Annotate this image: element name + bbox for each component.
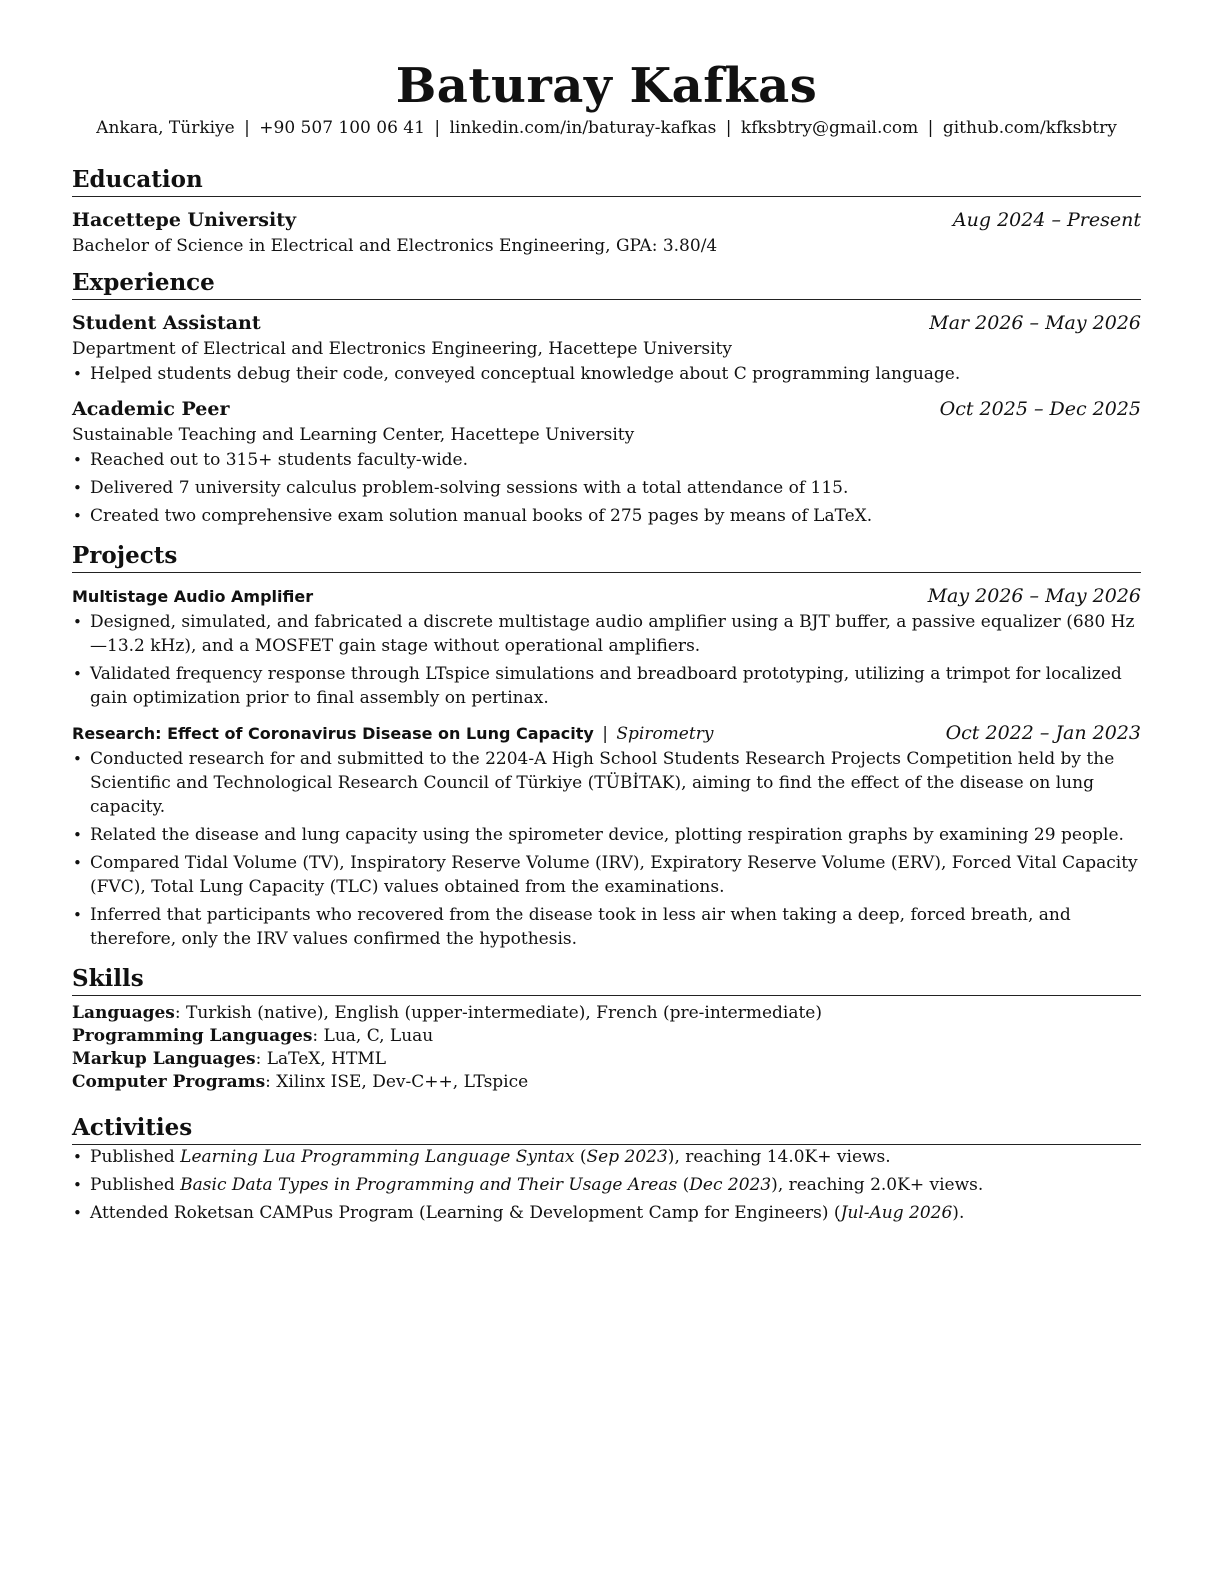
job-org: Sustainable Teaching and Learning Center, Hacettepe University [72,425,635,445]
skill-value: Turkish (native), English (upper-intermediate), French (pre-intermediate) [186,1003,822,1023]
activity-text: Published [90,1147,181,1167]
skills-section [72,965,1141,1094]
skill-row: Computer Programs: Xilinx ISE, Dev-C++, LTspice [72,1072,529,1092]
project-entry [72,583,1141,710]
activity-text: , reaching 14.0K+ views. [674,1147,891,1167]
list-item: • Attended Roketsan CAMPus Program (Learning & Development Camp for Engineers) (Jul-Aug 2026). [72,1201,1141,1225]
project-name: Research: Effect of Coronavirus Disease on Lung Capacity [72,724,594,743]
location: Ankara, Türkiye [96,118,235,138]
separator: | [725,118,732,138]
job-org: Department of Electrical and Electronics Engineering, Hacettepe University [72,339,732,359]
skill-label: Computer Programs [72,1072,266,1092]
projects-section [72,542,1141,951]
list-item: • Inferred that participants who recovered from the disease took in less air when taking a deep, forced breath, and therefore, only the IRV values confirmed the hypothesis. [72,903,1141,951]
skill-value: Lua, C, Luau [323,1026,434,1046]
skill-label: Markup Languages [72,1049,256,1069]
bullet-list [72,747,1141,951]
experience-entry [72,310,1141,386]
list-item: • Compared Tidal Volume (TV), Inspiratory Reserve Volume (IRV), Expiratory Reserve Volume (ERV), Forced Vital Capacity (FVC), Total Lung Capacity (TLC) values obtained from the examinations. [72,851,1141,899]
list-item: • Reached out to 315+ students faculty-wide. [72,448,1141,472]
bullet-list [72,362,1141,386]
list-item: • Helped students debug their code, conveyed conceptual knowledge about C programming language. [72,362,1141,386]
skill-value: Xilinx ISE, Dev-C++, LTspice [276,1072,529,1092]
candidate-name: Baturay Kafkas [395,58,818,114]
list-item: • Validated frequency response through LTspice simulations and breadboard prototyping, utilizing a trimpot for localized gain optimization prior to final assembly on pertinax. [72,662,1141,710]
project-name: Multistage Audio Amplifier [72,587,314,606]
bullet-list [72,1145,1141,1225]
section-title: Education [72,166,1141,197]
activity-text: Published [90,1175,181,1195]
skills-list [72,1002,1141,1094]
experience-entry [72,396,1141,528]
list-item: • Published Learning Lua Programming Language Syntax (Sep 2023), reaching 14.0K+ views. [72,1145,1141,1169]
project-tag: Spirometry [616,724,714,744]
github-link[interactable]: github.com/kfksbtry [942,118,1117,138]
degree: Bachelor of Science in Electrical and Electronics Engineering, GPA: 3.80/4 [72,236,718,256]
linkedin-link[interactable]: linkedin.com/in/baturay-kafkas [449,118,717,138]
school-name: Hacettepe University [72,209,297,231]
activity-text: Attended Roketsan CAMPus Program (Learning & Development Camp for Engineers) [90,1203,834,1223]
activity-work: Learning Lua Programming Language Syntax [180,1147,575,1167]
activity-date: Sep 2023 [586,1147,668,1167]
skill-value: LaTeX, HTML [266,1049,387,1069]
separator: | [927,118,934,138]
activity-text: . [958,1203,965,1223]
activity-work: Basic Data Types in Programming and Their Usage Areas [180,1175,678,1195]
activity-date: Jul-Aug 2026 [840,1203,953,1223]
separator: | [434,118,441,138]
section-title: Projects [72,542,1141,573]
bullet-list [72,610,1141,710]
entry-dates: May 2026 – May 2026 [927,585,1141,607]
bullet-list [72,448,1141,528]
separator: | [602,724,608,744]
list-item: • Conducted research for and submitted to the 2204-A High School Students Research Projects Competition held by the Scientific and Technological Research Council of Türkiye (TÜBİTAK), aiming to find the effect of the disease on lung capacity. [72,747,1141,819]
skill-label: Programming Languages [72,1026,313,1046]
skill-row: Markup Languages: LaTeX, HTML [72,1049,387,1069]
skill-row: Programming Languages: Lua, C, Luau [72,1026,434,1046]
entry-dates: Oct 2022 – Jan 2023 [945,722,1141,744]
job-role: Student Assistant [72,312,261,334]
education-entry [72,207,1141,259]
activities-section [72,1114,1141,1225]
activity-text: , reaching 2.0K+ views. [777,1175,984,1195]
list-item: • Related the disease and lung capacity using the spirometer device, plotting respiration graphs by examining 29 people. [72,823,1141,847]
resume-page [72,58,1141,1229]
phone: +90 507 100 06 41 [259,118,425,138]
section-title: Activities [72,1114,1141,1145]
project-entry [72,720,1141,951]
entry-dates: Oct 2025 – Dec 2025 [939,398,1141,420]
section-title: Experience [72,269,1141,300]
skill-row: Languages: Turkish (native), English (upper-intermediate), French (pre-intermediate) [72,1003,822,1023]
skill-label: Languages [72,1003,175,1023]
experience-section [72,269,1141,528]
list-item: • Created two comprehensive exam solution manual books of 275 pages by means of LaTeX. [72,504,1141,528]
section-title: Skills [72,965,1141,996]
contact-line [72,116,1141,140]
separator: | [244,118,250,138]
email-link[interactable]: kfksbtry@gmail.com [740,118,919,138]
list-item: • Published Basic Data Types in Programming and Their Usage Areas (Dec 2023), reaching 2.0K+ views. [72,1173,1141,1197]
education-section [72,166,1141,259]
activity-date: Dec 2023 [689,1175,772,1195]
list-item: • Delivered 7 university calculus problem-solving sessions with a total attendance of 115. [72,476,1141,500]
job-role: Academic Peer [72,398,230,420]
list-item: • Designed, simulated, and fabricated a discrete multistage audio amplifier using a BJT buffer, a passive equalizer (680 Hz —13.2 kHz), and a MOSFET gain stage without operational amplifiers. [72,610,1141,658]
entry-dates: Mar 2026 – May 2026 [929,312,1141,334]
entry-dates: Aug 2024 – Present [952,209,1141,231]
